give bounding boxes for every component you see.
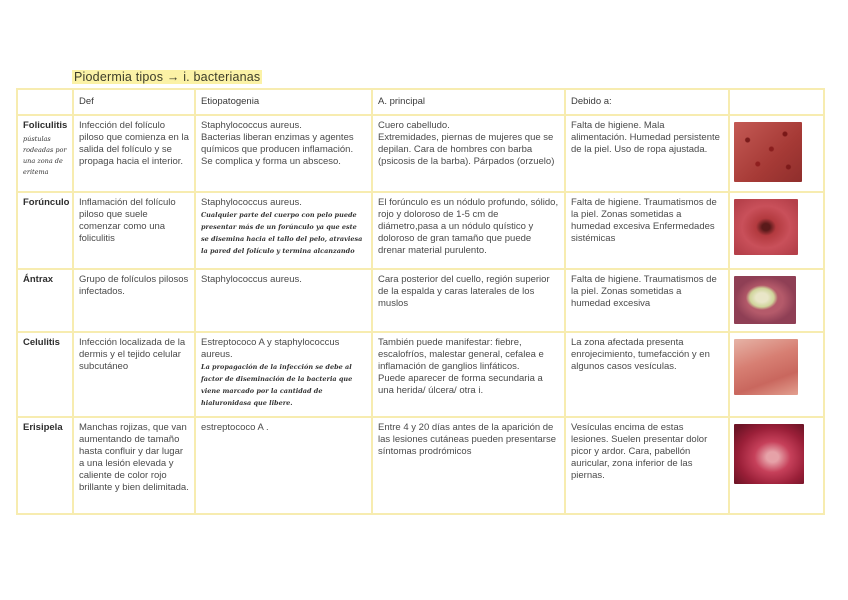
- header-cell-a-principal: A. principal: [373, 88, 566, 116]
- row-name-cell: [16, 116, 74, 193]
- etio-text: Staphylococcus aureus.: [201, 197, 302, 208]
- row-name: Ántrax: [23, 274, 54, 285]
- row-name: Celulitis: [23, 337, 60, 348]
- row-name-cell: [16, 193, 74, 270]
- row-name-cell: [16, 418, 74, 515]
- header-cell-empty: [16, 88, 74, 116]
- row-name: Erisipela: [23, 422, 63, 433]
- header-cell-def: Def: [74, 88, 196, 116]
- row-note: pústulas rodeadas por una zona de eritema: [23, 135, 67, 176]
- table-row: [16, 418, 825, 515]
- header-cell-image: [730, 88, 825, 116]
- page-title-text: Piodermia tipos → i. bacterianas: [74, 70, 261, 84]
- principal-cell: Cara posterior del cuello, región superior de la espalda y caras laterales de los muslos: [373, 270, 566, 333]
- table-header-row: [16, 88, 825, 116]
- etio-note: La propagación de la infección se debe al factor de diseminación de la bacteria que viene marcado por la cantidad de hialuronidasa que libere.: [201, 363, 353, 407]
- debido-cell: Falta de higiene. Mala alimentación. Humedad persistente de la piel. Uso de ropa ajustada.: [566, 116, 730, 193]
- def-cell: Grupo de folículos pilosos infectados.: [74, 270, 196, 333]
- etio-cell: estreptococo A .: [196, 418, 373, 515]
- foliculitis-photo: [734, 122, 802, 182]
- def-cell: Infección del folículo piloso que comienza en la salida del folículo y se propaga hacia el interior.: [74, 116, 196, 193]
- principal-text: Cuero cabelludo. Extremidades, piernas de mujeres que se depilan. Cara de hombres con barba (psicosis de la barba). Párpados (orzuelo): [378, 120, 555, 167]
- table-row: [16, 116, 825, 193]
- principal-text: También puede manifestar: fiebre, escalofríos, malestar general, cefalea e inflamación de ganglios linfáticos. Puede aparecer de forma secundaria a una herida/ úlcera/ otra i.: [378, 337, 544, 396]
- debido-cell: Falta de higiene. Traumatismos de la piel. Zonas sometidas a humedad excesiva Enfermedades sistémicas: [566, 193, 730, 270]
- erisipela-photo: [734, 424, 804, 484]
- header-cell-debido: Debido a:: [566, 88, 730, 116]
- table-row: [16, 193, 825, 270]
- principal-cell: [373, 116, 566, 193]
- image-cell: [730, 418, 825, 515]
- etio-text: Staphylococcus aureus. Bacterias liberan enzimas y agentes químicos que producen inflamación. Se complica y forma un absceso.: [201, 120, 354, 167]
- etio-cell: [196, 333, 373, 418]
- debido-cell: La zona afectada presenta enrojecimiento, tumefacción y en algunos casos vesículas.: [566, 333, 730, 418]
- row-name: Forúnculo: [23, 197, 70, 208]
- principal-cell: El forúnculo es un nódulo profundo, sólido, rojo y doloroso de 1-5 cm de diámetro,pasa a un nódulo quístico y doloroso de gran tamaño que puede drenar material purulento.: [373, 193, 566, 270]
- etio-text: Estreptococo A y staphylococcus aureus.: [201, 337, 340, 360]
- etio-cell: [196, 116, 373, 193]
- def-cell: Inflamación del folículo piloso que suele comenzar como una foliculitis: [74, 193, 196, 270]
- image-cell: [730, 270, 825, 333]
- principal-cell: [373, 333, 566, 418]
- piodermia-table: [16, 88, 825, 515]
- forunculo-photo: [734, 199, 798, 255]
- header-cell-etiopatogenia: Etiopatogenia: [196, 88, 373, 116]
- antrax-photo: [734, 276, 796, 324]
- def-cell: Manchas rojizas, que van aumentando de tamaño hasta confluir y dar lugar a una lesión elevada y caliente de color rojo brillante y bien delimitada.: [74, 418, 196, 515]
- row-name-cell: [16, 270, 74, 333]
- def-cell: Infección localizada de la dermis y el tejido celular subcutáneo: [74, 333, 196, 418]
- row-name: Foliculitis: [23, 120, 68, 131]
- principal-cell: Entre 4 y 20 días antes de la aparición de las lesiones cutáneas pueden presentarse síntomas prodrómicos: [373, 418, 566, 515]
- row-name-cell: [16, 333, 74, 418]
- debido-cell: Falta de higiene. Traumatismos de la piel. Zonas sometidas a humedad excesiva: [566, 270, 730, 333]
- table-row: [16, 333, 825, 418]
- etio-cell: Staphylococcus aureus.: [196, 270, 373, 333]
- page-title: [72, 70, 262, 84]
- image-cell: [730, 116, 825, 193]
- table-row: [16, 270, 825, 333]
- celulitis-photo: [734, 339, 798, 395]
- image-cell: [730, 193, 825, 270]
- image-cell: [730, 333, 825, 418]
- etio-note: Cualquier parte del cuerpo con pelo puede presentar más de un forúnculo ya que este se disemina hacia el tallo del pelo, atraviesa la pared del folículo y termina alcanzando: [201, 211, 363, 255]
- debido-cell: Vesículas encima de estas lesiones. Suelen presentar dolor picor y ardor. Cara, pabellón auricular, zona inferior de las piernas.: [566, 418, 730, 515]
- etio-cell: [196, 193, 373, 270]
